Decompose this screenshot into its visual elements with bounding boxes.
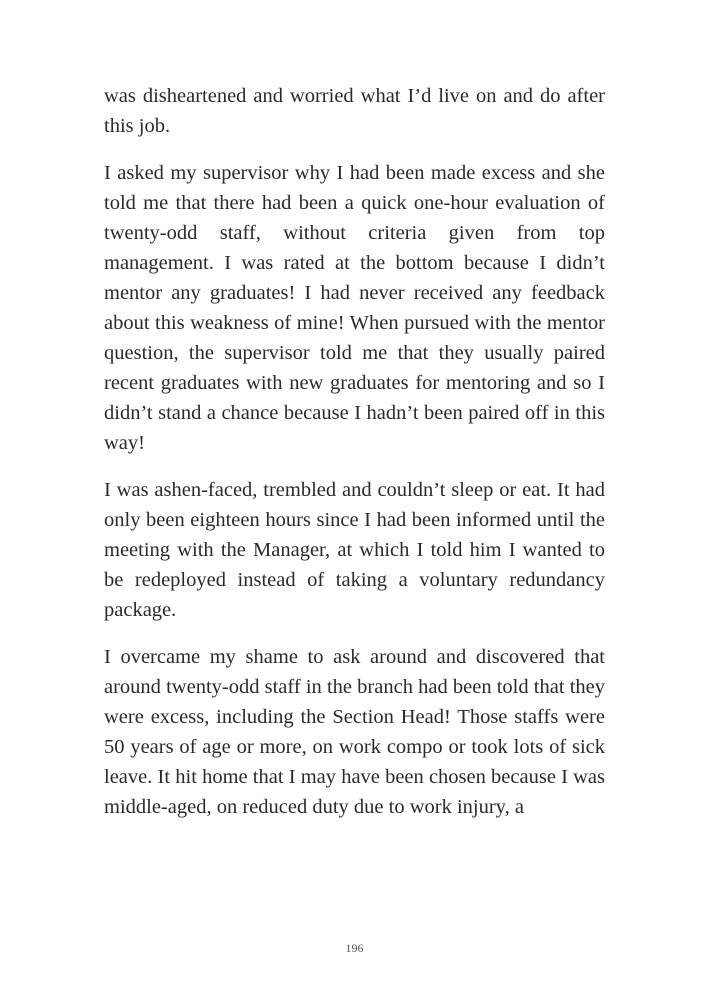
page-body [104,81,605,839]
paragraph-3: I was ashen-faced, trembled and couldn’t sleep or eat. It had only been eighteen hours since I had been informed until the meeting with the Manager, at which I told him I wanted to be redeployed instead of taking a voluntary redundancy package. [104,479,605,621]
paragraph-1: was disheartened and worried what I’d live on and do after this job. [104,85,605,137]
page-number: 196 [345,941,364,955]
paragraph-2: I asked my supervisor why I had been made excess and she told me that there had been a quick one-hour evaluation of twenty-odd staff, without criteria given from top management. I was rated at the bottom because I didn’t mentor any graduates! I had never received any feedback about this weakness of mine! When pursued with the mentor question, the supervisor told me that they usually paired recent graduates with new graduates for mentoring and so I didn’t stand a chance because I hadn’t been paired off in this way! [104,162,605,454]
paragraph-4: I overcame my shame to ask around and discovered that around twenty-odd staff in the branch had been told that they were excess, including the Section Head! Those staffs were 50 years of age or more, on work compo or took lots of sick leave. It hit home that I may have been chosen because I was middle-aged, on reduced duty due to work injury, a [104,646,605,818]
